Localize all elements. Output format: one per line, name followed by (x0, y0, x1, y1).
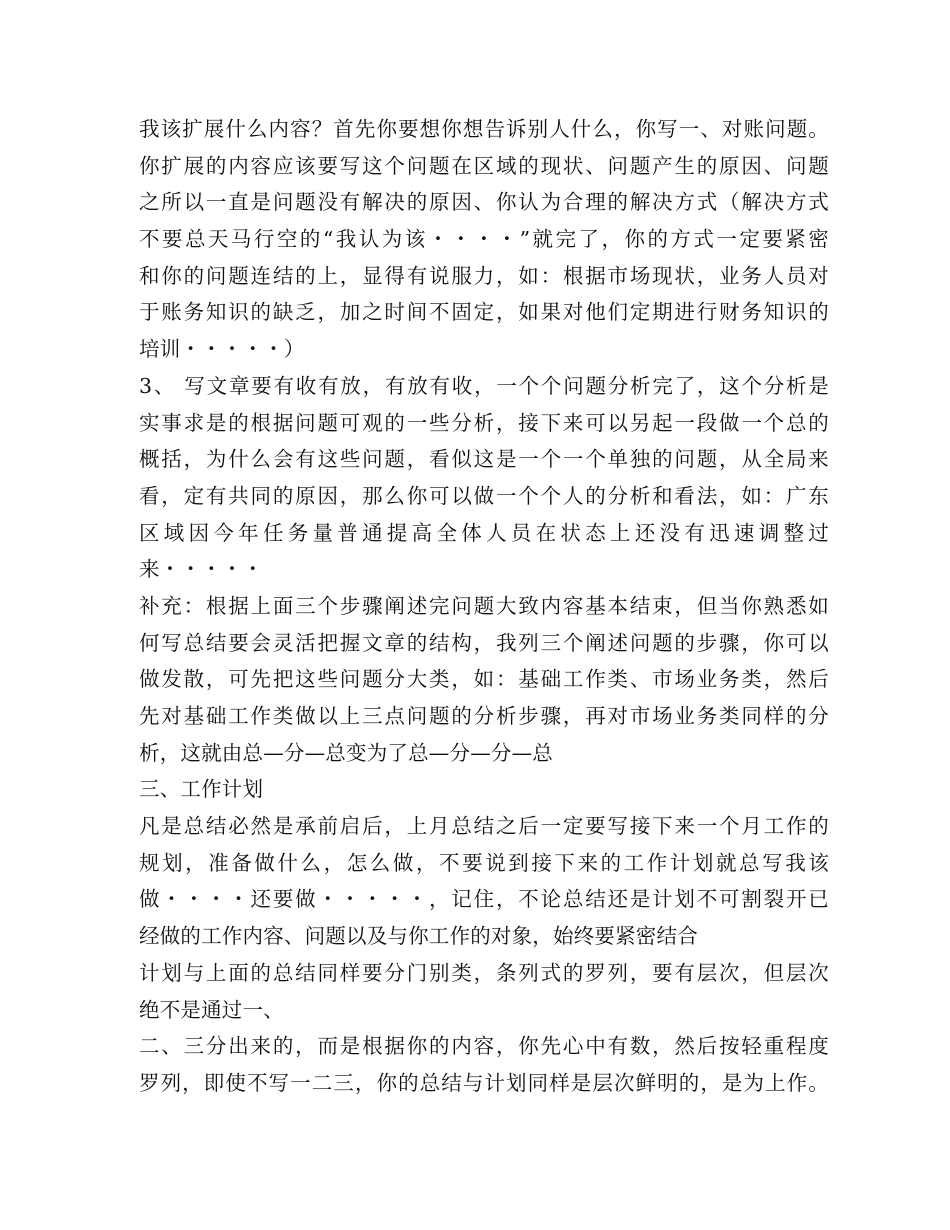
text-line: 来・・・・・ (139, 557, 264, 582)
text-line: 实事求是的根据问题可观的一些分析，接下来可以另起一段做一个总的 (139, 410, 829, 435)
text-line: 补充：根据上面三个步骤阐述完问题大致内容基本结束，但当你熟悉如 (139, 593, 829, 618)
text-line: 先对基础工作类做以上三点问题的分析步骤，再对市场业务类同样的分 (139, 704, 829, 728)
section-heading: 三、工作计划 (139, 777, 264, 802)
text-line: 做・・・・还要做・・・・・，记住，不论总结还是计划不可割裂开已 (139, 887, 829, 912)
text-line: 区域因今年任务量普通提高全体人员在状态上还没有迅速调整过 (139, 520, 829, 545)
text-line: 我该扩展什么内容？首先你要想你想告诉别人什么，你写一、对账问题。 (139, 117, 829, 141)
text-line: 凡是总结必然是承前启后，上月总结之后一定要写接下来一个月工作的 (139, 814, 829, 839)
document-body (139, 111, 829, 1102)
text-line: 做发散，可先把这些问题分大类，如：基础工作类、市场业务类，然后 (139, 667, 829, 692)
text-line: 不要总天马行空的“我认为该・・・・”就完了，你的方式一定要紧密 (139, 227, 829, 252)
text-line: 析，这就由总—分—总变为了总—分—分—总 (139, 740, 553, 765)
text-line: 何写总结要会灵活把握文章的结构，我列三个阐述问题的步骤，你可以 (139, 630, 829, 655)
text-line: 之所以一直是问题没有解决的原因、你认为合理的解决方式（解决方式 (139, 190, 829, 215)
text-line: 二、三分出来的，而是根据你的内容，你先心中有数，然后按轻重程度 (139, 1034, 829, 1059)
text-line: 于账务知识的缺乏，加之时间不固定，如果对他们定期进行财务知识的 (139, 300, 829, 325)
text-line: 罗列，即使不写一二三，你的总结与计划同样是层次鲜明的，是为上作。 (139, 1070, 829, 1095)
text-line: 经做的工作内容、问题以及与你工作的对象，始终要紧密结合 (139, 924, 698, 949)
text-line: 和你的问题连结的上，显得有说服力，如：根据市场现状，业务人员对 (139, 263, 829, 288)
text-line: 绝不是通过一、 (139, 997, 284, 1022)
text-line: 概括，为什么会有这些问题，看似这是一个一个单独的问题，从全局来 (139, 447, 829, 472)
text-line: 3、 写文章要有收有放，有放有收，一个个问题分析完了，这个分析是 (139, 373, 829, 398)
text-line: 看，定有共同的原因，那么你可以做一个个人的分析和看法，如：广东 (139, 483, 829, 508)
text-line: 规划，准备做什么，怎么做，不要说到接下来的工作计划就总写我该 (139, 850, 829, 875)
text-line: 计划与上面的总结同样要分门别类，条列式的罗列，要有层次，但层次 (139, 960, 829, 985)
text-line: 你扩展的内容应该要写这个问题在区域的现状、问题产生的原因、问题 (139, 153, 829, 178)
text-line: 培训・・・・・） (139, 337, 305, 362)
